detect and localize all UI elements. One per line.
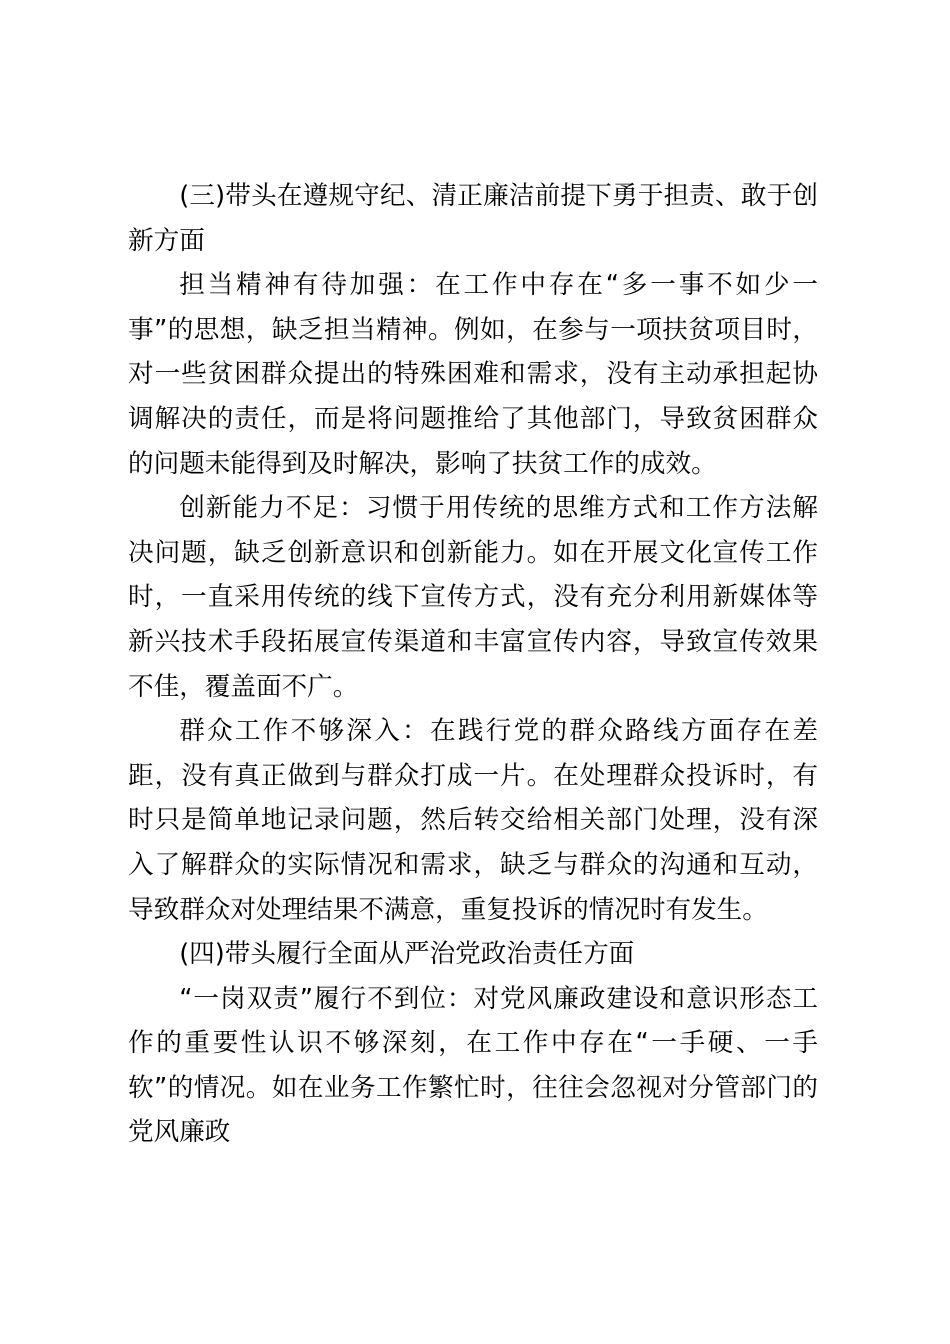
- paragraph-mass-work: 群众工作不够深入：在践行党的群众路线方面存在差距，没有真正做到与群众打成一片。在处理群众投诉时，有时只是简单地记录问题，然后转交给相关部门处理，没有深入了解群众的实际情况和需求，缺乏与群众的沟通和互动，导致群众对处理结果不满意，重复投诉的情况时有发生。: [128, 716, 818, 925]
- paragraph-innovation: 创新能力不足：习惯于用传统的思维方式和工作方法解决问题，缺乏创新意识和创新能力。如在开展文化宣传工作时，一直采用传统的线下宣传方式，没有充分利用新媒体等新兴技术手段拓展宣传渠道和丰富宣传内容，导致宣传效果不佳，覆盖面不广。: [128, 493, 818, 702]
- paragraph-responsibility: 担当精神有待加强：在工作中存在“多一事不如少一事”的思想，缺乏担当精神。例如，在参与一项扶贫项目时，对一些贫困群众提出的特殊困难和需求，没有主动承担起协调解决的责任，而是将问题推给了其他部门，导致贫困群众的问题未能得到及时解决，影响了扶贫工作的成效。: [128, 270, 818, 479]
- section-heading-four: (四)带头履行全面从严治党政治责任方面: [179, 939, 635, 970]
- section-heading-three: (三)带头在遵规守纪、清正廉洁前提下勇于担责、敢于创新方面: [128, 181, 818, 256]
- paragraph-dual-duty: “一岗双责”履行不到位：对党风廉政建设和意识形态工作的重要性认识不够深刻，在工作中存在“一手硬、一手软”的情况。如在业务工作繁忙时，往往会忽视对分管部门的党风廉政: [128, 983, 818, 1148]
- document-page: [128, 174, 818, 1155]
